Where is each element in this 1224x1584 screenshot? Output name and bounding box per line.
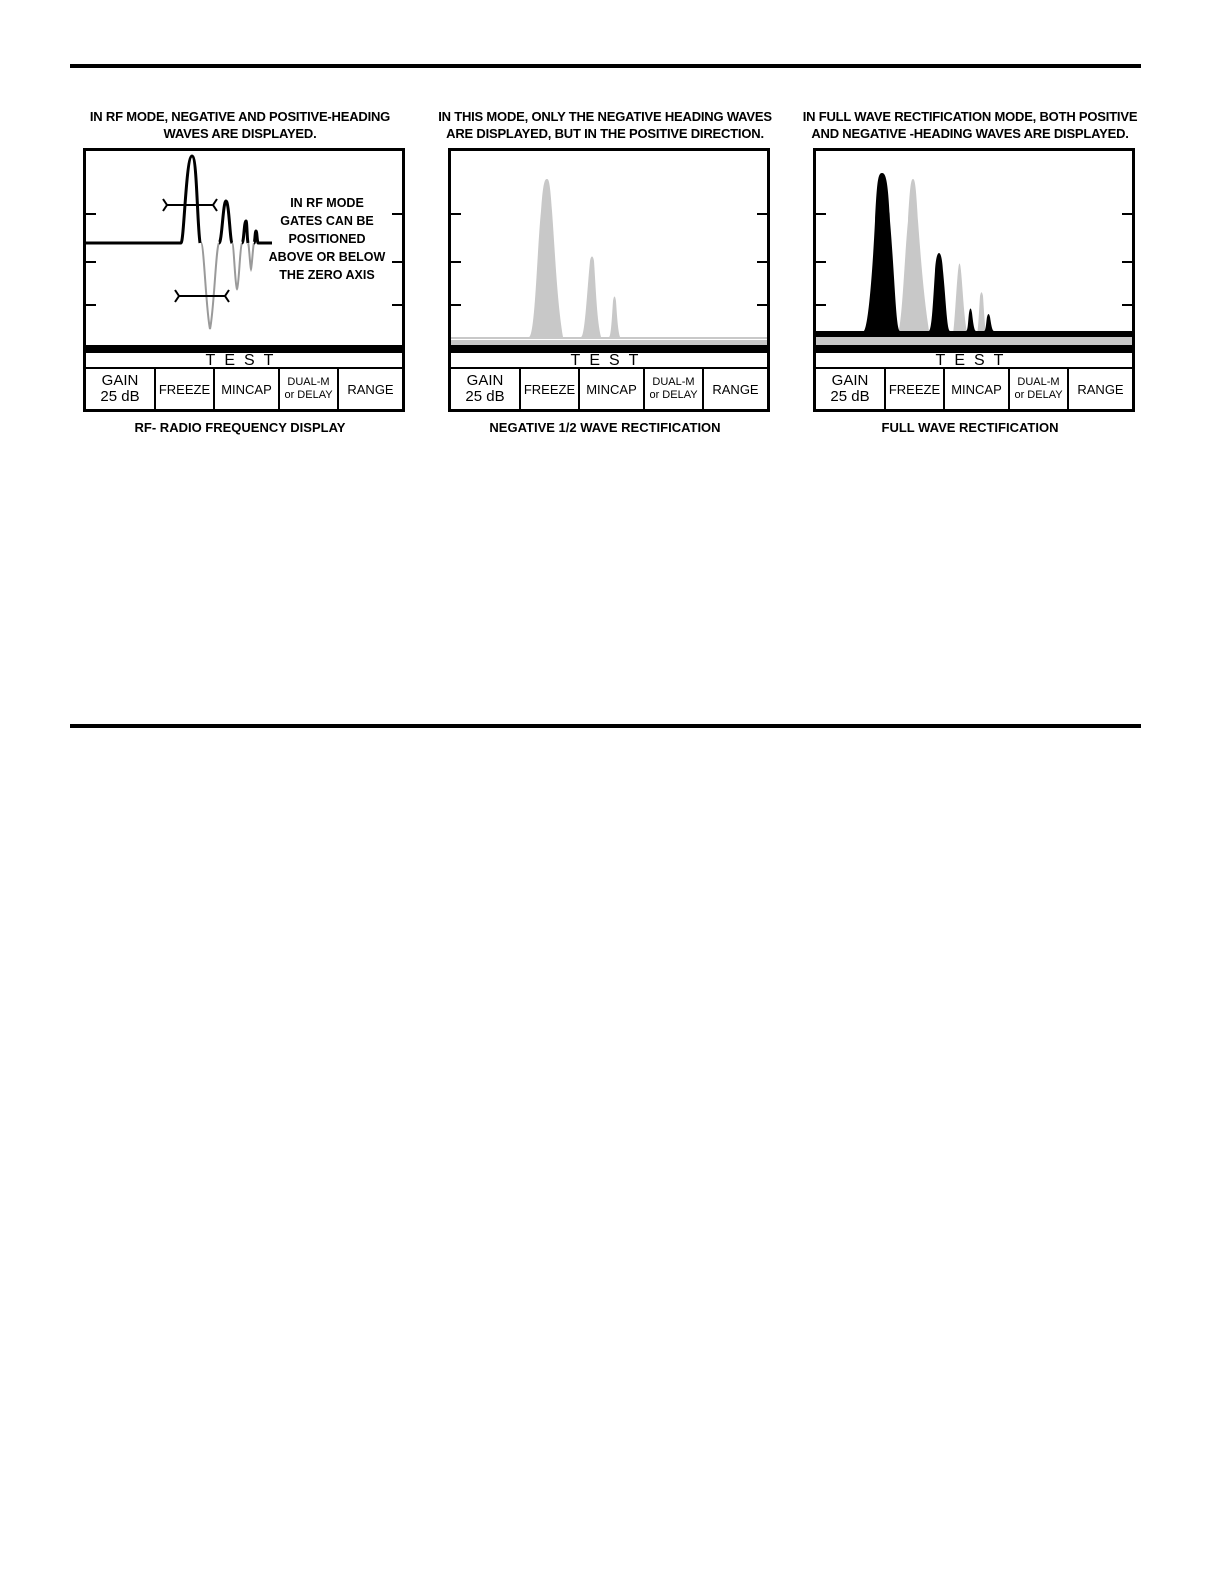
baseline-grey-band <box>816 337 1132 345</box>
top-rule <box>70 64 1141 68</box>
test-label: TEST <box>86 353 402 369</box>
mincap-softkey[interactable]: MINCAP <box>580 369 645 409</box>
mincap-softkey[interactable]: MINCAP <box>215 369 280 409</box>
rf-waveform <box>86 151 402 345</box>
gate-note <box>269 196 386 282</box>
freeze-softkey[interactable]: FREEZE <box>886 369 945 409</box>
rectified-negative-wave <box>451 179 767 345</box>
flaw-detector-screen <box>83 148 405 412</box>
positive-rectified-wave <box>816 173 1132 337</box>
freeze-softkey[interactable]: FREEZE <box>521 369 580 409</box>
bottom-rule <box>70 724 1141 728</box>
range-softkey[interactable]: RANGE <box>347 381 394 397</box>
dual-delay-softkey[interactable]: DUAL-M or DELAY <box>280 369 339 409</box>
svg-text:THE ZERO AXIS: THE ZERO AXIS <box>279 268 375 282</box>
negative-rectified-wave <box>816 179 987 337</box>
gate-above-zero <box>163 199 217 211</box>
test-label: TEST <box>816 353 1132 369</box>
gain-softkey[interactable]: GAIN 25 dB <box>451 369 521 409</box>
panel-caption: FULL WAVE RECTIFICATION <box>881 420 1059 435</box>
dual-delay-softkey[interactable]: DUAL-M or DELAY <box>1010 369 1069 409</box>
panel-caption: RF- RADIO FREQUENCY DISPLAY <box>134 420 346 435</box>
panel-heading: IN RF MODE, NEGATIVE AND POSITIVE-HEADING WAVES ARE DISPLAYED. <box>89 109 391 141</box>
test-label: TEST <box>451 353 767 369</box>
svg-text:ABOVE OR BELOW: ABOVE OR BELOW <box>268 250 386 264</box>
full-wave-waveform <box>816 151 1132 345</box>
freeze-softkey[interactable]: FREEZE <box>156 369 215 409</box>
half-wave-waveform <box>451 151 767 345</box>
rf-display-panel <box>70 100 410 445</box>
gain-softkey[interactable]: GAIN 25 dB <box>816 369 886 409</box>
dual-delay-softkey[interactable]: DUAL-M or DELAY <box>645 369 704 409</box>
gate-below-zero <box>175 290 229 302</box>
panel-heading: IN FULL WAVE RECTIFICATION MODE, BOTH POSITIVE AND NEGATIVE -HEADING WAVES ARE DISPLAYED. <box>802 109 1138 141</box>
negative-lobes <box>201 243 254 329</box>
svg-text:GATES CAN BE: GATES CAN BE <box>280 214 374 228</box>
flaw-detector-screen <box>448 148 770 412</box>
panel-caption: NEGATIVE 1/2 WAVE RECTIFICATION <box>489 420 721 435</box>
gain-softkey[interactable]: GAIN 25 dB <box>86 369 156 409</box>
mincap-softkey[interactable]: MINCAP <box>945 369 1010 409</box>
negative-half-wave-panel <box>435 100 775 445</box>
softkey-menu <box>816 369 1132 409</box>
positive-wave <box>86 156 272 243</box>
softkey-menu <box>86 369 402 409</box>
range-softkey[interactable]: RANGE <box>1077 381 1124 397</box>
softkey-menu <box>451 369 767 409</box>
full-wave-panel <box>800 100 1140 445</box>
svg-text:POSITIONED: POSITIONED <box>288 232 366 246</box>
flaw-detector-screen <box>813 148 1135 412</box>
range-softkey[interactable]: RANGE <box>712 381 759 397</box>
panel-heading: IN THIS MODE, ONLY THE NEGATIVE HEADING WAVES ARE DISPLAYED, BUT IN THE POSITIVE DIRECTION. <box>438 109 772 141</box>
svg-text:IN RF MODE: IN RF MODE <box>290 196 364 210</box>
